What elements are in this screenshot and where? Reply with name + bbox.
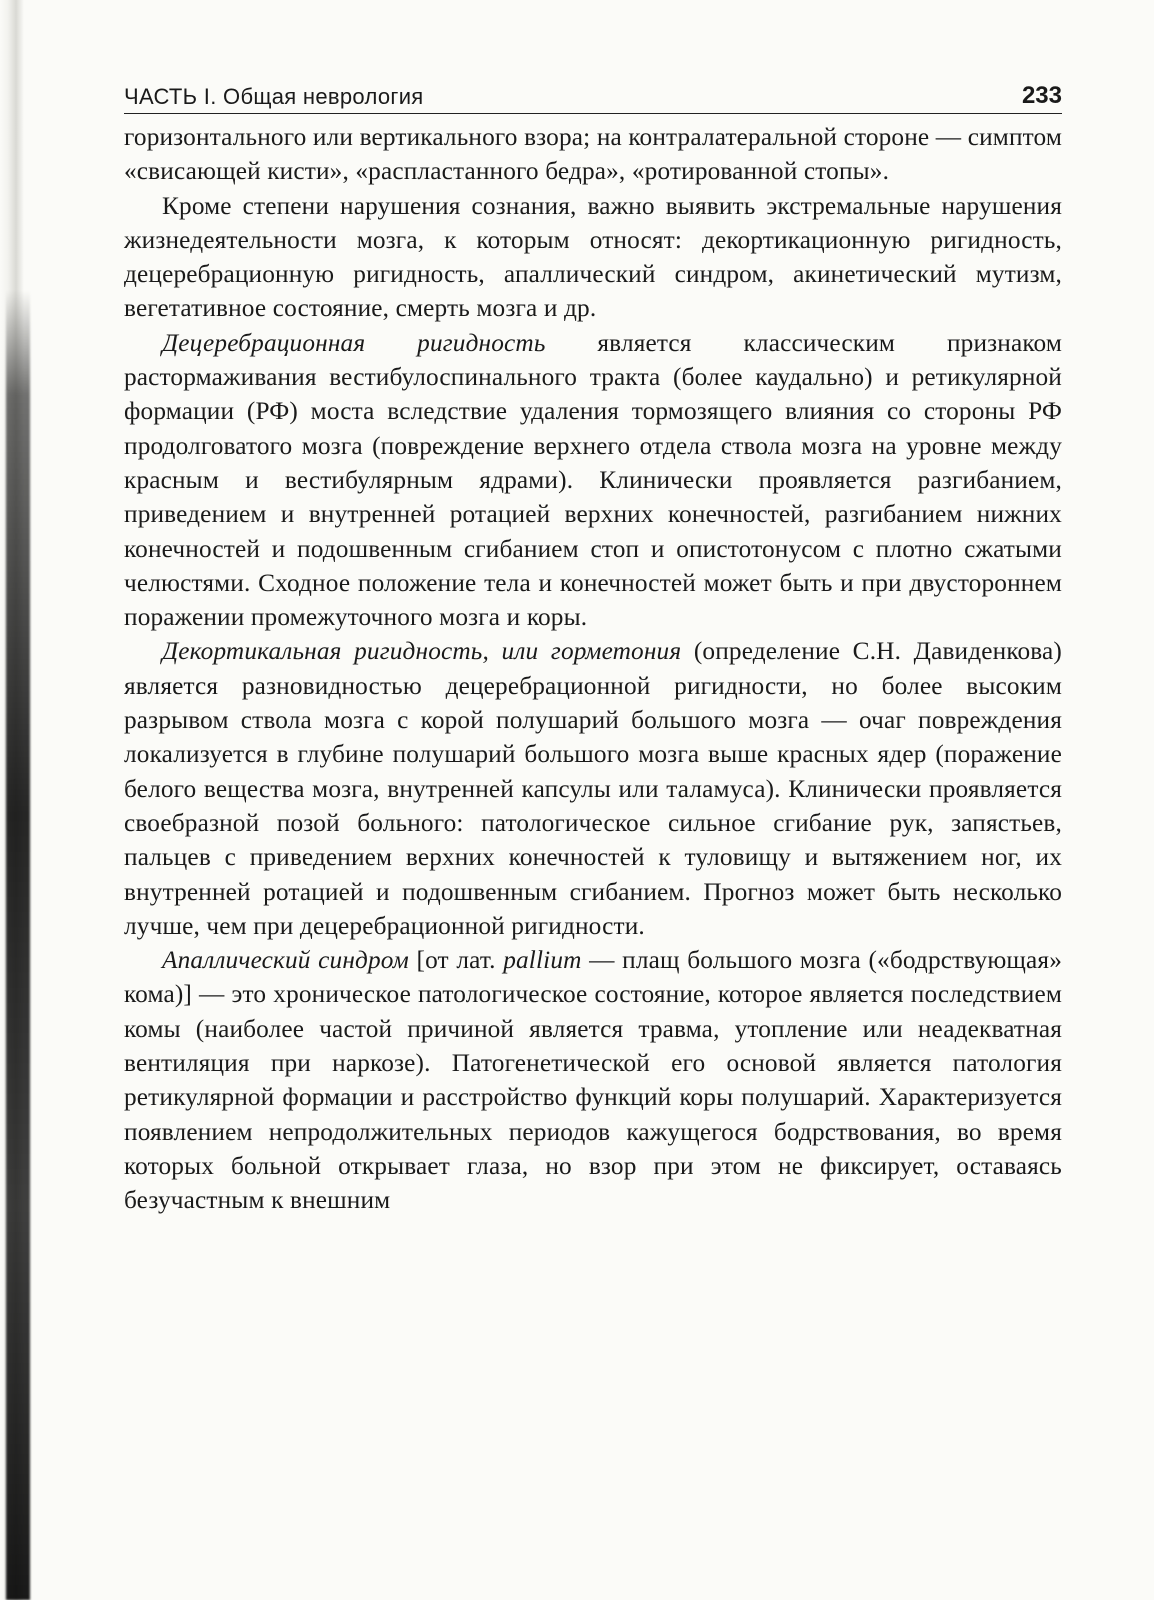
page-number: 233 <box>1021 82 1062 109</box>
paragraph-text: является классическим признаком растормаживания вестибулоспинального тракта (более каудально) и ретикулярной формации (РФ) моста вследствие удаления тормозящего влияния со стороны РФ продолговатого мозга (повреждение верхнего отдела ствола мозга на уровне между красным и вестибулярным ядрами). Клинически проявляется разгибанием, приведением и внутренней ротацией верхних конечностей, разгибанием нижних конечностей и подошвенным сгибанием стоп и опистотонусом с плотно сжатыми челюстями. Сходное положение тела и конечностей может быть и при двустороннем поражении промежуточного мозга и коры. <box>124 328 1062 632</box>
paragraph-text-lead: [от лат. <box>408 946 504 975</box>
paragraph-decerebrate-rigidity <box>124 326 1062 635</box>
term-apallic-syndrome: Апаллический синдром <box>162 946 409 975</box>
term-decorticate-rigidity: Декортикальная ригидность, или горметония <box>162 637 682 666</box>
paragraph-apallic-syndrome <box>124 943 1062 1217</box>
paragraph-2 <box>124 189 1062 326</box>
paragraph-text: Кроме степени нарушения сознания, важно выявить экстремальные нарушения жизнедеятельности мозга, к которым относят: декортикационную ригидность, децеребрационную ригидность, апаллический синдром, акинетический мутизм, вегетативное состояние, смерть мозга и др. <box>124 191 1062 323</box>
paragraph-decorticate-rigidity <box>124 634 1062 943</box>
latin-term: pallium <box>503 946 582 975</box>
binding-shadow <box>6 290 30 1600</box>
paragraph-text: (определение С.Н. Давиденкова) является разновидностью децеребрационной ригидности, но более высоким разрывом ствола мозга с корой полушарий большого мозга — очаг повреждения локализуется в глубине полушарий большого мозга выше красных ядер (поражение белого вещества мозга, внутренней капсулы или таламуса). Клинически проявляется своебразной позой больного: патологическое сильное сгибание рук, запястьев, пальцев с приведением верхних конечностей к туловищу и вытяжением ног, их внутренней ротацией и подошвенным сгибанием. Прогноз может быть несколько лучше, чем при децеребрационной ригидности. <box>124 637 1062 940</box>
paragraph-text: — плащ большого мозга («бодрствующая» кома)] — это хроническое патологическое состояние, которое является последствием комы (наиболее частой причиной является травма, утопление или неадекватная вентиляция при наркозе). Патогенетической его основой является патология ретикулярной формации и расстройство функций коры полушарий. Характеризуется появлением непродолжительных периодов кажущегося бодрствования, во время которых больной открывает глаза, но взор при этом не фиксирует, оставаясь безучастным к внешним <box>124 946 1062 1215</box>
body-text <box>124 120 1062 1218</box>
paragraph-text: горизонтального или вертикального взора; на контралатеральной стороне — симптом «свисающей кисти», «распластанного бедра», «ротированной стопы». <box>124 123 1062 186</box>
book-page <box>124 76 1062 1218</box>
paragraph-1 <box>124 120 1062 189</box>
running-head: ЧАСТЬ I. Общая неврология <box>124 84 424 109</box>
page-header <box>124 76 1062 114</box>
term-decerebrate-rigidity: Децеребрационная ригидность <box>162 328 546 357</box>
